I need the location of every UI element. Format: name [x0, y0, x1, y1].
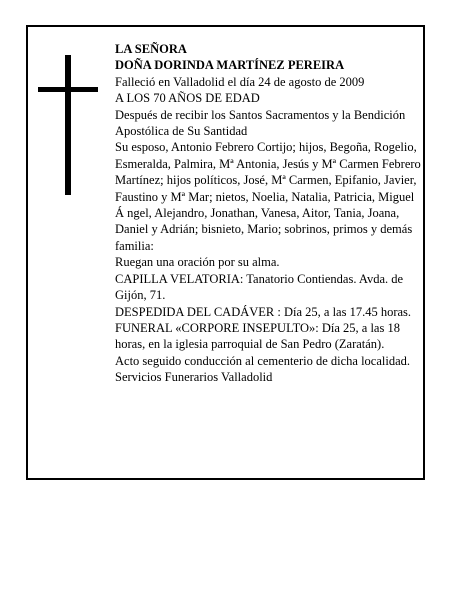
chapel-line: CAPILLA VELATORIA: Tanatorio Contiendas. Avda. de Gijón, 71.	[115, 271, 404, 303]
obituary-notice	[26, 25, 425, 480]
burial-line: Acto seguido conducción al cementerio de dicha localidad.	[115, 353, 411, 368]
death-line: Falleció en Valladolid el día 24 de agosto de 2009	[115, 74, 365, 89]
notice-text	[115, 41, 421, 386]
sacraments-line: Después de recibir los Santos Sacramentos y la Bendición Apostólica de Su Santidad	[115, 107, 406, 139]
cross-vertical-bar	[65, 55, 71, 195]
family-list: Su esposo, Antonio Febrero Cortijo; hijos, Begoña, Rogelio, Esmeralda, Palmira, Mª Antonia, Jesús y Mª Carmen Febrero Martínez; hijos políticos, José, Mª Carmen, Epifanio, Javier, Faustino y Mª Mar; nietos, Noelia, Natalia, Patricia, Miguel Á ngel, Alejandro, Jonathan, Vanesa, Aitor, Tania, Joana, Daniel y Adrián; bisnieto, Mario; sobrinos, primos y demás familia:	[115, 140, 421, 253]
deceased-name: DOÑA DORINDA MARTÍNEZ PEREIRA	[115, 58, 345, 73]
cross-horizontal-bar	[38, 87, 98, 92]
cross-icon	[38, 55, 100, 195]
notice-title: LA SEÑORA	[115, 42, 187, 56]
funeral-line: FUNERAL «CORPORE INSEPULTO»: Día 25, a las 18 horas, en la iglesia parroquial de San Pedro (Zaratán).	[115, 320, 400, 352]
farewell-line: DESPEDIDA DEL CADÁVER : Día 25, a las 17.45 horas.	[115, 304, 412, 319]
prayer-line: Ruegan una oración por su alma.	[115, 255, 280, 270]
funeral-services-line: Servicios Funerarios Valladolid	[115, 370, 273, 385]
age-line: A LOS 70 AÑOS DE EDAD	[115, 91, 260, 106]
